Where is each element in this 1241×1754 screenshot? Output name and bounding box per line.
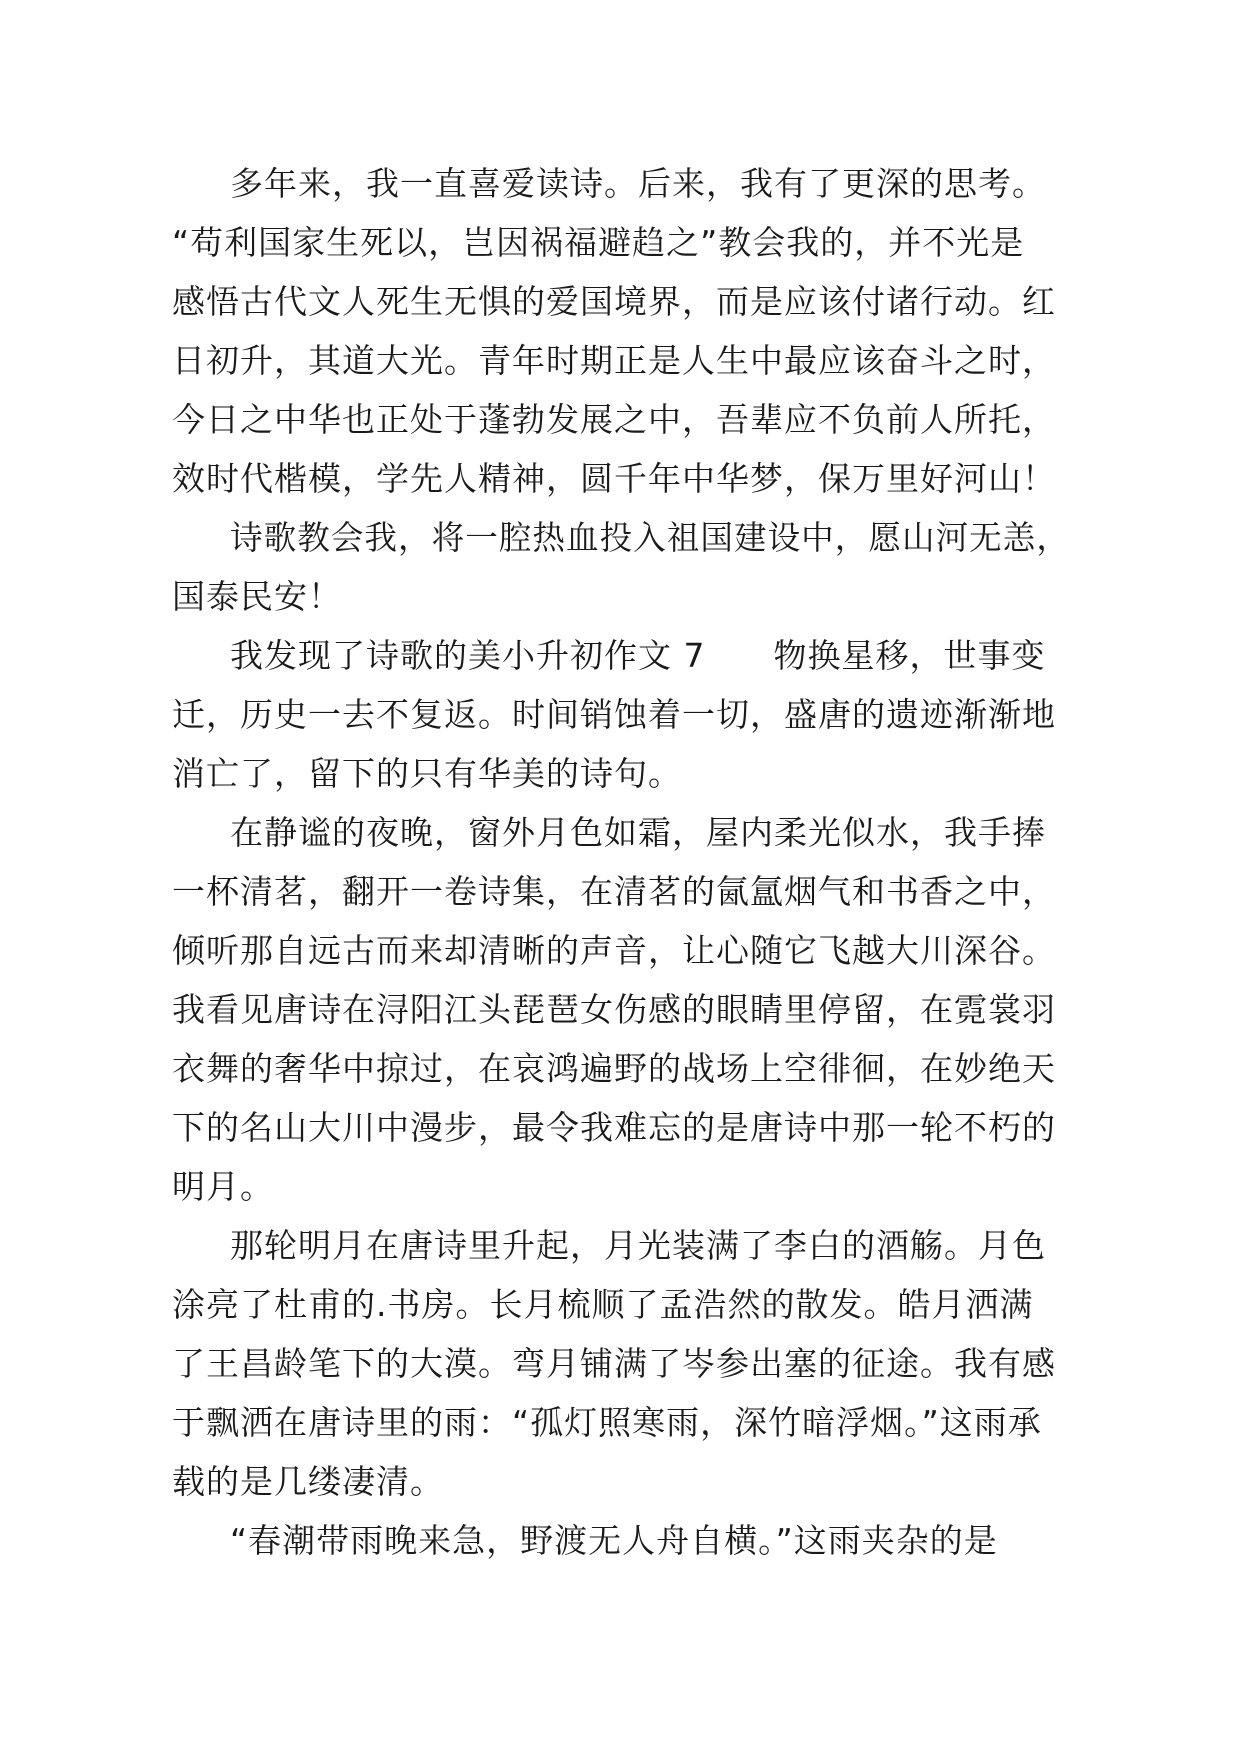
text-line — [0, 921, 1241, 981]
text-line — [0, 508, 1241, 568]
text-line — [0, 449, 1241, 509]
line-text: 载的是几缕凄清。 — [172, 1462, 444, 1501]
line-text: “苟利国家生死以，岂因祸福避趋之”教会我的，并不光是 — [172, 223, 1025, 262]
line-text: 一杯清茗，翻开一卷诗集，在清茗的氤氲烟气和书香之中， — [172, 872, 1056, 911]
text-line — [0, 1393, 1241, 1453]
text-line — [0, 685, 1241, 745]
line-text: 我看见唐诗在浔阳江头琵琶女伤感的眼睛里停留，在霓裳羽 — [172, 990, 1056, 1029]
line-text: 明月。 — [172, 1167, 274, 1206]
line-text: 我发现了诗歌的美小升初作文 7 物换星移，世事变 — [230, 636, 1046, 675]
text-line — [0, 862, 1241, 922]
text-line — [0, 390, 1241, 450]
text-line — [0, 803, 1241, 863]
line-text: 消亡了，留下的只有华美的诗句。 — [172, 754, 682, 793]
line-text: 诗歌教会我，将一腔热血投入祖国建设中，愿山河无恙， — [230, 518, 1070, 557]
text-line — [0, 567, 1241, 627]
text-line — [0, 272, 1241, 332]
line-text: 今日之中华也正处于蓬勃发展之中，吾辈应不负前人所托， — [172, 400, 1056, 439]
text-line — [0, 1098, 1241, 1158]
text-line — [0, 744, 1241, 804]
line-text: 多年来，我一直喜爱读诗。后来，我有了更深的思考。 — [230, 164, 1046, 203]
line-text: 那轮明月在唐诗里升起，月光装满了李白的酒觞。月色 — [230, 1226, 1046, 1265]
text-line — [0, 626, 1241, 686]
line-text: 于飘洒在唐诗里的雨：“孤灯照寒雨，深竹暗浮烟。”这雨承 — [172, 1403, 1042, 1442]
line-text: 迁，历史一去不复返。时间销蚀着一切，盛唐的遗迹渐渐地 — [172, 695, 1056, 734]
text-line — [0, 1216, 1241, 1276]
text-line — [0, 980, 1241, 1040]
line-text: 了王昌龄笔下的大漠。弯月铺满了岑参出塞的征途。我有感 — [172, 1344, 1056, 1383]
text-line — [0, 331, 1241, 391]
line-text: 国泰民安！ — [172, 577, 342, 616]
text-line — [0, 213, 1241, 273]
line-text: 下的名山大川中漫步，最令我难忘的是唐诗中那一轮不朽的 — [172, 1108, 1056, 1147]
text-line — [0, 1452, 1241, 1512]
text-line — [0, 154, 1241, 214]
text-line — [0, 1334, 1241, 1394]
line-text: 涂亮了杜甫的.书房。长月梳顺了孟浩然的散发。皓月洒满 — [172, 1285, 1034, 1324]
line-text: 效时代楷模，学先人精神，圆千年中华梦，保万里好河山！ — [172, 459, 1056, 498]
line-text: 在静谧的夜晚，窗外月色如霜，屋内柔光似水，我手捧 — [230, 813, 1046, 852]
text-line — [0, 1157, 1241, 1217]
text-line — [0, 1039, 1241, 1099]
line-text: 日初升，其道大光。青年时期正是人生中最应该奋斗之时， — [172, 341, 1056, 380]
line-text: 倾听那自远古而来却清晰的声音，让心随它飞越大川深谷。 — [172, 931, 1056, 970]
text-line — [0, 1511, 1241, 1571]
line-text: 衣舞的奢华中掠过，在哀鸿遍野的战场上空徘徊，在妙绝天 — [172, 1049, 1056, 1088]
text-line — [0, 1275, 1241, 1335]
line-text: “春潮带雨晚来急，野渡无人舟自横。”这雨夹杂的是 — [230, 1521, 998, 1560]
line-text: 感悟古代文人死生无惧的爱国境界，而是应该付诸行动。红 — [172, 282, 1056, 321]
